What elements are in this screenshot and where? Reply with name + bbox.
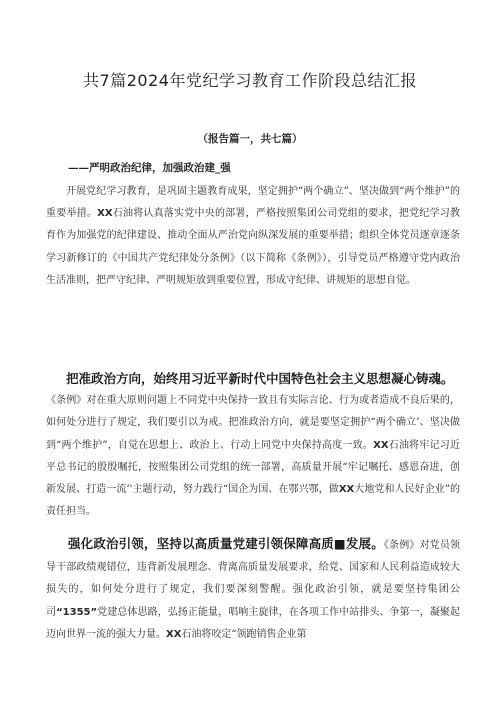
section-heading: ——严明政治纪律，加强政治建_强	[68, 162, 231, 174]
paragraph-3	[46, 533, 460, 646]
paragraph-text: 开展党纪学习教育，是巩固主题教育成果，坚定拥护“两个确立”、坚决做到“两个维护”的重要举措。	[46, 186, 460, 220]
bold-company-name: XX	[373, 439, 389, 451]
paragraph-1	[46, 181, 460, 292]
paragraph-2	[46, 368, 460, 523]
paragraph-text: 石油将认真落实党中央的部署，严格按照集团公司党组的要求，把党纪学习教育作为加强党的纪律建设、推动全面从严治党向纵深发展的重要举措；组织全体党员逐章逐条学习新修订的《中国共产党纪律处分条例》（以下简称《条例》），引导党员严格遵守党内政治生活准则，把严守纪律、严明规矩放到重要位置，形成守纪律、讲规矩的思想自觉。	[46, 208, 461, 286]
paragraph-text: 《条例》对党员领导干部政绩观错位，违背新发展理念、背离高质量发展要求，给党、国家和人民利益造成较大损失的，如何处分进行了规定，我们要深刻警醒。强化政治引领，就是要坚持集团公司	[46, 540, 461, 618]
bold-company-name: XX	[166, 628, 182, 640]
bold-region-name: XX	[338, 484, 355, 496]
paragraph-text: 《条例》对在重大原则问题上不同党中央保持一致且有实际言论、行为或者造成不良后果的，如何处分进行了规定，我们要引以为戒。把准政治方向，就是要坚定拥护“两个确立’、坚决做到“两个维护”，自觉在思想上、政治上、行动上同党中央保持高度一致。	[46, 395, 460, 451]
paragraph-text: 石油将咬定“领跑销售企业第	[181, 628, 307, 640]
paragraph-text: 大地党和人民好企业”的责任担当。	[46, 484, 460, 518]
section-title-political-direction: 把准政治方向，始终用习近平新时代中国特色社会主义思想凝心铸魂。	[66, 371, 454, 386]
paragraph-text: 党建总体思路，弘扬正能量，唱响主旋律，在各项工作中站排头、争第一，凝聚起迈向世界一流的强大力量。	[46, 606, 461, 640]
section-title-political-leadership: 强化政治引领，坚持以高质量党建引领保障高质■发展。	[68, 536, 384, 551]
bold-number: “1355”	[56, 606, 98, 618]
paragraph-text: 石油将牢记习近平总书记的殷殷嘱托，按照集团公司党组的统一部署，高质量开展“牢记嘱托、感恩奋进，创新发展、打造一流’'主题行动，努力践行“国企为国、在鄂兴鄂，做	[46, 439, 460, 496]
bold-company-name: XX	[97, 208, 113, 220]
document-subtitle: （报告篇一，共七篇）	[197, 133, 303, 145]
document-title: 共7篇2024年党纪学习教育工作阶段总结汇报	[83, 71, 417, 90]
